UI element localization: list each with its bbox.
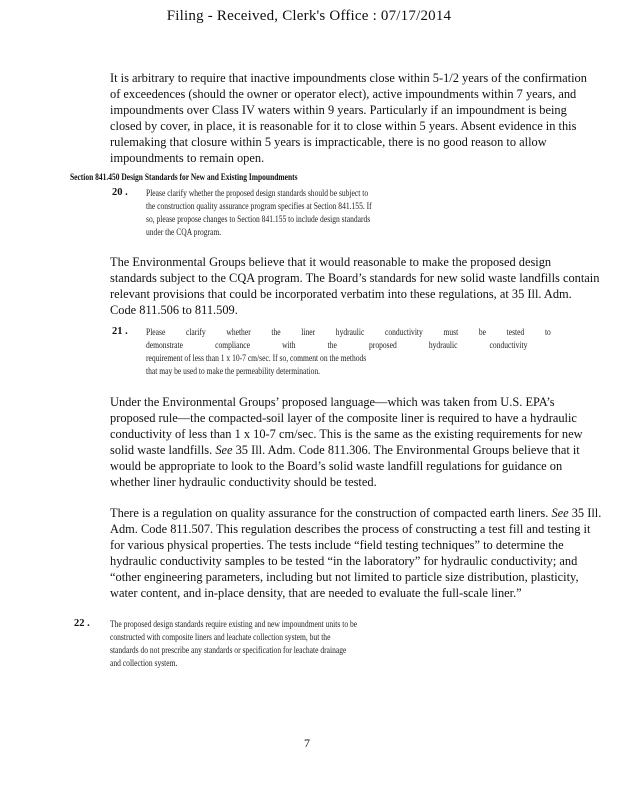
question-21-word: proposed — [369, 340, 397, 350]
see-citation: See — [215, 443, 233, 457]
question-number-21: 21 . — [112, 326, 128, 337]
question-21-word: demonstrate — [146, 340, 183, 350]
paragraph-answer-21-b: There is a regulation on quality assurance for the construction of compacted earth liners. See 35 Ill. Adm. Code 811.507. This regulation describes the process of constructing a test fill and testing it for various physical properties. The tests include “field testing techniques” to determine the hydraulic conductivity samples to be tested “in the laboratory” for hydraulic conductivity; and “other engineering parameters, including but not limited to particle size distribution, plasticity, water content, and in-place density, that are needed to evaluate the full-scale liner.” — [110, 506, 602, 600]
question-21-word: tested — [506, 327, 525, 337]
question-21-word: the — [327, 340, 337, 350]
question-21-word: hydraulic — [428, 340, 458, 350]
question-21-text — [146, 326, 551, 378]
question-21-word: hydraulic — [335, 327, 365, 337]
question-21-line-2 — [146, 339, 527, 352]
question-21-word: compliance — [215, 340, 250, 350]
question-21-word: conductivity — [489, 340, 528, 350]
see-citation: See — [551, 506, 569, 520]
filing-header: Filing - Received, Clerk's Office : 07/17/2014 — [166, 8, 452, 24]
question-21-word: conductivity — [385, 327, 423, 337]
question-number-22: 22 . — [74, 618, 90, 629]
section-heading: Section 841.450 Design Standards for New and Existing Impoundments — [70, 172, 298, 183]
question-21-word: be — [478, 327, 486, 337]
paragraph-closure-timing: It is arbitrary to require that inactive impoundments close within 5-1/2 years of the confirmation of exceedences (should the owner or operator elect), active impoundments within 7 years, and impoundments over Class IV waters within 9 years. Particularly if an impoundment is being closed by cover, in place, it is reasonable for it to close within 5 years. Absent evidence in this rulemaking that closure within 5 years is impracticable, there is no good reason to allow impoundments to remain open. — [110, 71, 587, 165]
question-22-text: The proposed design standards require existing and new impoundment units to be constructed with composite liners and leachate collection system, but the standards do not prescribe any standards or specification for leachate drainage and collection system. — [110, 619, 358, 668]
question-21-word: clarify — [185, 327, 206, 337]
question-21-word: with — [282, 340, 296, 350]
question-21-line-1 — [146, 326, 551, 339]
paragraph-answer-21-a: Under the Environmental Groups’ proposed language—which was taken from U.S. EPA’s proposed rule—the compacted-soil layer of the composite liner is required to have a hydraulic conductivity of less than 1 x 10-7 cm/sec. This is the same as the existing requirements for new solid waste landfills. See 35 Ill. Adm. Code 811.306. The Environmental Groups believe that it would be appropriate to look to the Board’s solid waste landfill regulations for guidance on whether liner hydraulic conductivity should be tested. — [110, 395, 583, 489]
question-21-word: the — [271, 327, 281, 337]
question-21-word: liner — [301, 327, 316, 337]
question-21-rest: requirement of less than 1 x 10-7 cm/sec. If so, comment on the methods that may be used to make the permeability determination. — [146, 353, 367, 376]
question-21-word: Please — [146, 327, 166, 337]
paragraph-answer-20: The Environmental Groups believe that it would reasonable to make the proposed design standards subject to the CQA program. The Board’s standards for new solid waste landfills contain relevant provisions that could be incorporated verbatim into these regulations, at 35 Ill. Adm. Code 811.506 to 811.509. — [110, 255, 600, 317]
question-21-word: whether — [226, 327, 251, 337]
question-21-word: to — [544, 327, 551, 337]
question-number-20: 20 . — [112, 187, 128, 198]
question-20-text: Please clarify whether the proposed design standards should be subject to the construction quality assurance program specifies at Section 841.155. If so, please propose changes to Section 841.155 to include design standards under the CQA program. — [146, 188, 372, 237]
page-number: 7 — [304, 736, 310, 750]
question-21-word: must — [443, 327, 459, 337]
